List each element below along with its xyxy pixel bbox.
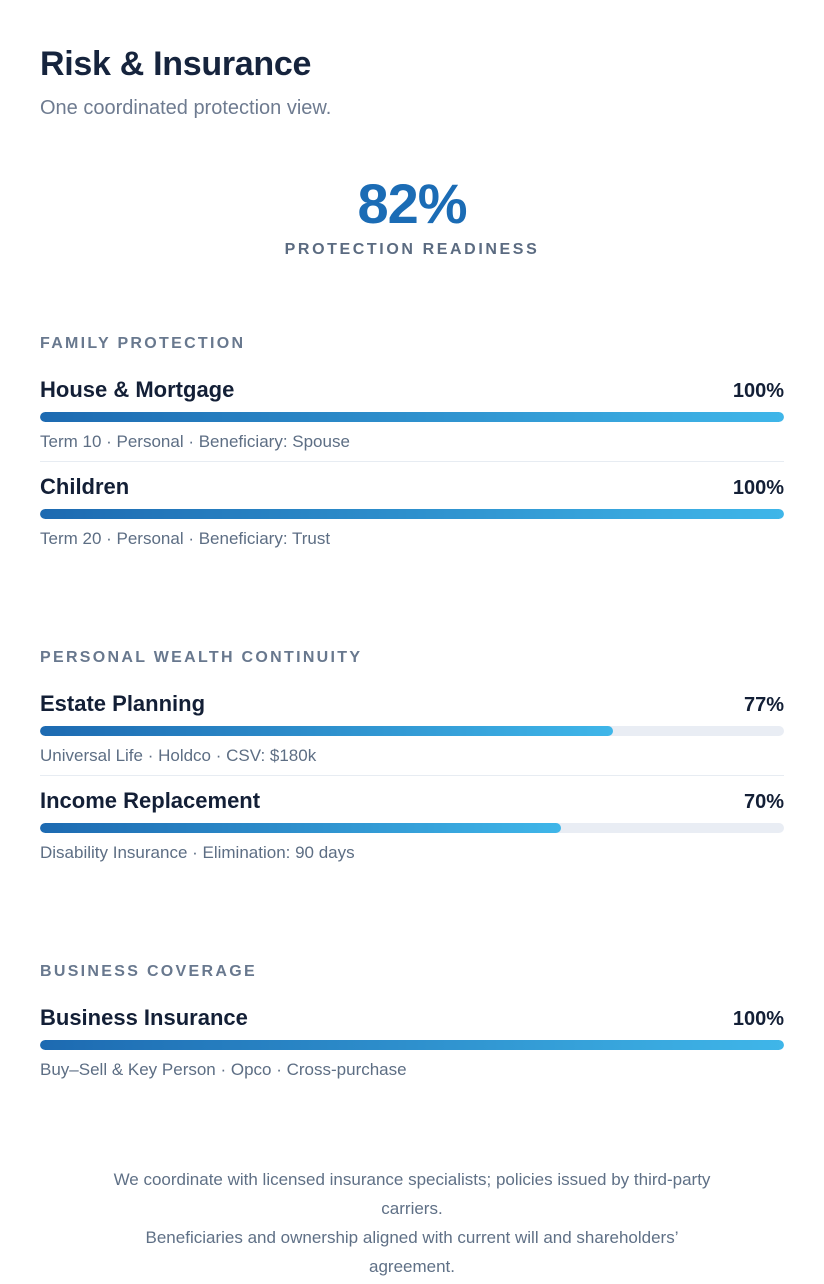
coverage-item-detail: Universal Life · Holdco · CSV: $180k — [40, 746, 317, 765]
coverage-section — [40, 335, 784, 558]
progress-bar-track — [40, 509, 784, 519]
progress-bar-track — [40, 726, 784, 736]
coverage-item-header — [40, 378, 784, 403]
coverage-item-title: Income Replacement — [40, 788, 261, 813]
progress-bar-track — [40, 823, 784, 833]
coverage-item-title: House & Mortgage — [40, 377, 235, 402]
coverage-item-title: Children — [40, 474, 130, 499]
section-items — [40, 692, 784, 872]
progress-bar-fill — [40, 509, 784, 519]
coverage-item-header — [40, 692, 784, 717]
coverage-item — [40, 378, 784, 462]
coverage-item-detail: Term 10 · Personal · Beneficiary: Spouse — [40, 432, 350, 451]
coverage-item-percent: 100% — [732, 477, 784, 499]
coverage-item-percent: 70% — [743, 791, 784, 813]
coverage-item-title: Estate Planning — [40, 691, 206, 716]
coverage-item-title: Business Insurance — [40, 1005, 248, 1030]
protection-readiness-summary — [40, 172, 784, 259]
readiness-percent: 82% — [357, 172, 467, 235]
coverage-section — [40, 649, 784, 872]
progress-bar-fill — [40, 823, 561, 833]
disclaimer-line: Beneficiaries and ownership aligned with current will and shareholders’ — [145, 1228, 679, 1247]
disclaimer-line: carriers. — [381, 1199, 443, 1218]
coverage-item-header — [40, 1006, 784, 1031]
section-items — [40, 378, 784, 558]
coverage-item — [40, 1006, 784, 1089]
section-heading: FAMILY PROTECTION — [40, 335, 246, 352]
progress-bar-fill — [40, 412, 784, 422]
coverage-item-detail: Term 20 · Personal · Beneficiary: Trust — [40, 529, 331, 548]
readiness-label: PROTECTION READINESS — [284, 241, 540, 258]
coverage-item — [40, 776, 784, 872]
coverage-item-header — [40, 475, 784, 500]
section-heading: BUSINESS COVERAGE — [40, 963, 257, 980]
progress-bar-fill — [40, 726, 613, 736]
progress-bar-fill — [40, 1040, 784, 1050]
disclaimer-line: agreement. — [369, 1257, 455, 1276]
progress-bar-track — [40, 412, 784, 422]
disclaimer — [40, 1165, 784, 1281]
coverage-item — [40, 692, 784, 776]
coverage-sections — [40, 335, 784, 1089]
disclaimer-line: We coordinate with licensed insurance specialists; policies issued by third-party — [113, 1170, 711, 1189]
coverage-item-percent: 77% — [743, 694, 784, 716]
coverage-item-detail: Disability Insurance · Elimination: 90 days — [40, 843, 355, 862]
coverage-item-header — [40, 789, 784, 814]
page-subtitle: One coordinated protection view. — [40, 97, 332, 119]
section-items — [40, 1006, 784, 1089]
disclaimer-lines — [40, 1165, 784, 1281]
section-heading: PERSONAL WEALTH CONTINUITY — [40, 649, 363, 666]
coverage-item — [40, 462, 784, 558]
coverage-item-percent: 100% — [732, 380, 784, 402]
coverage-item-detail: Buy–Sell & Key Person · Opco · Cross-purchase — [40, 1060, 407, 1079]
progress-bar-track — [40, 1040, 784, 1050]
page-title: Risk & Insurance — [40, 45, 312, 83]
coverage-item-percent: 100% — [732, 1008, 784, 1030]
coverage-section — [40, 963, 784, 1089]
